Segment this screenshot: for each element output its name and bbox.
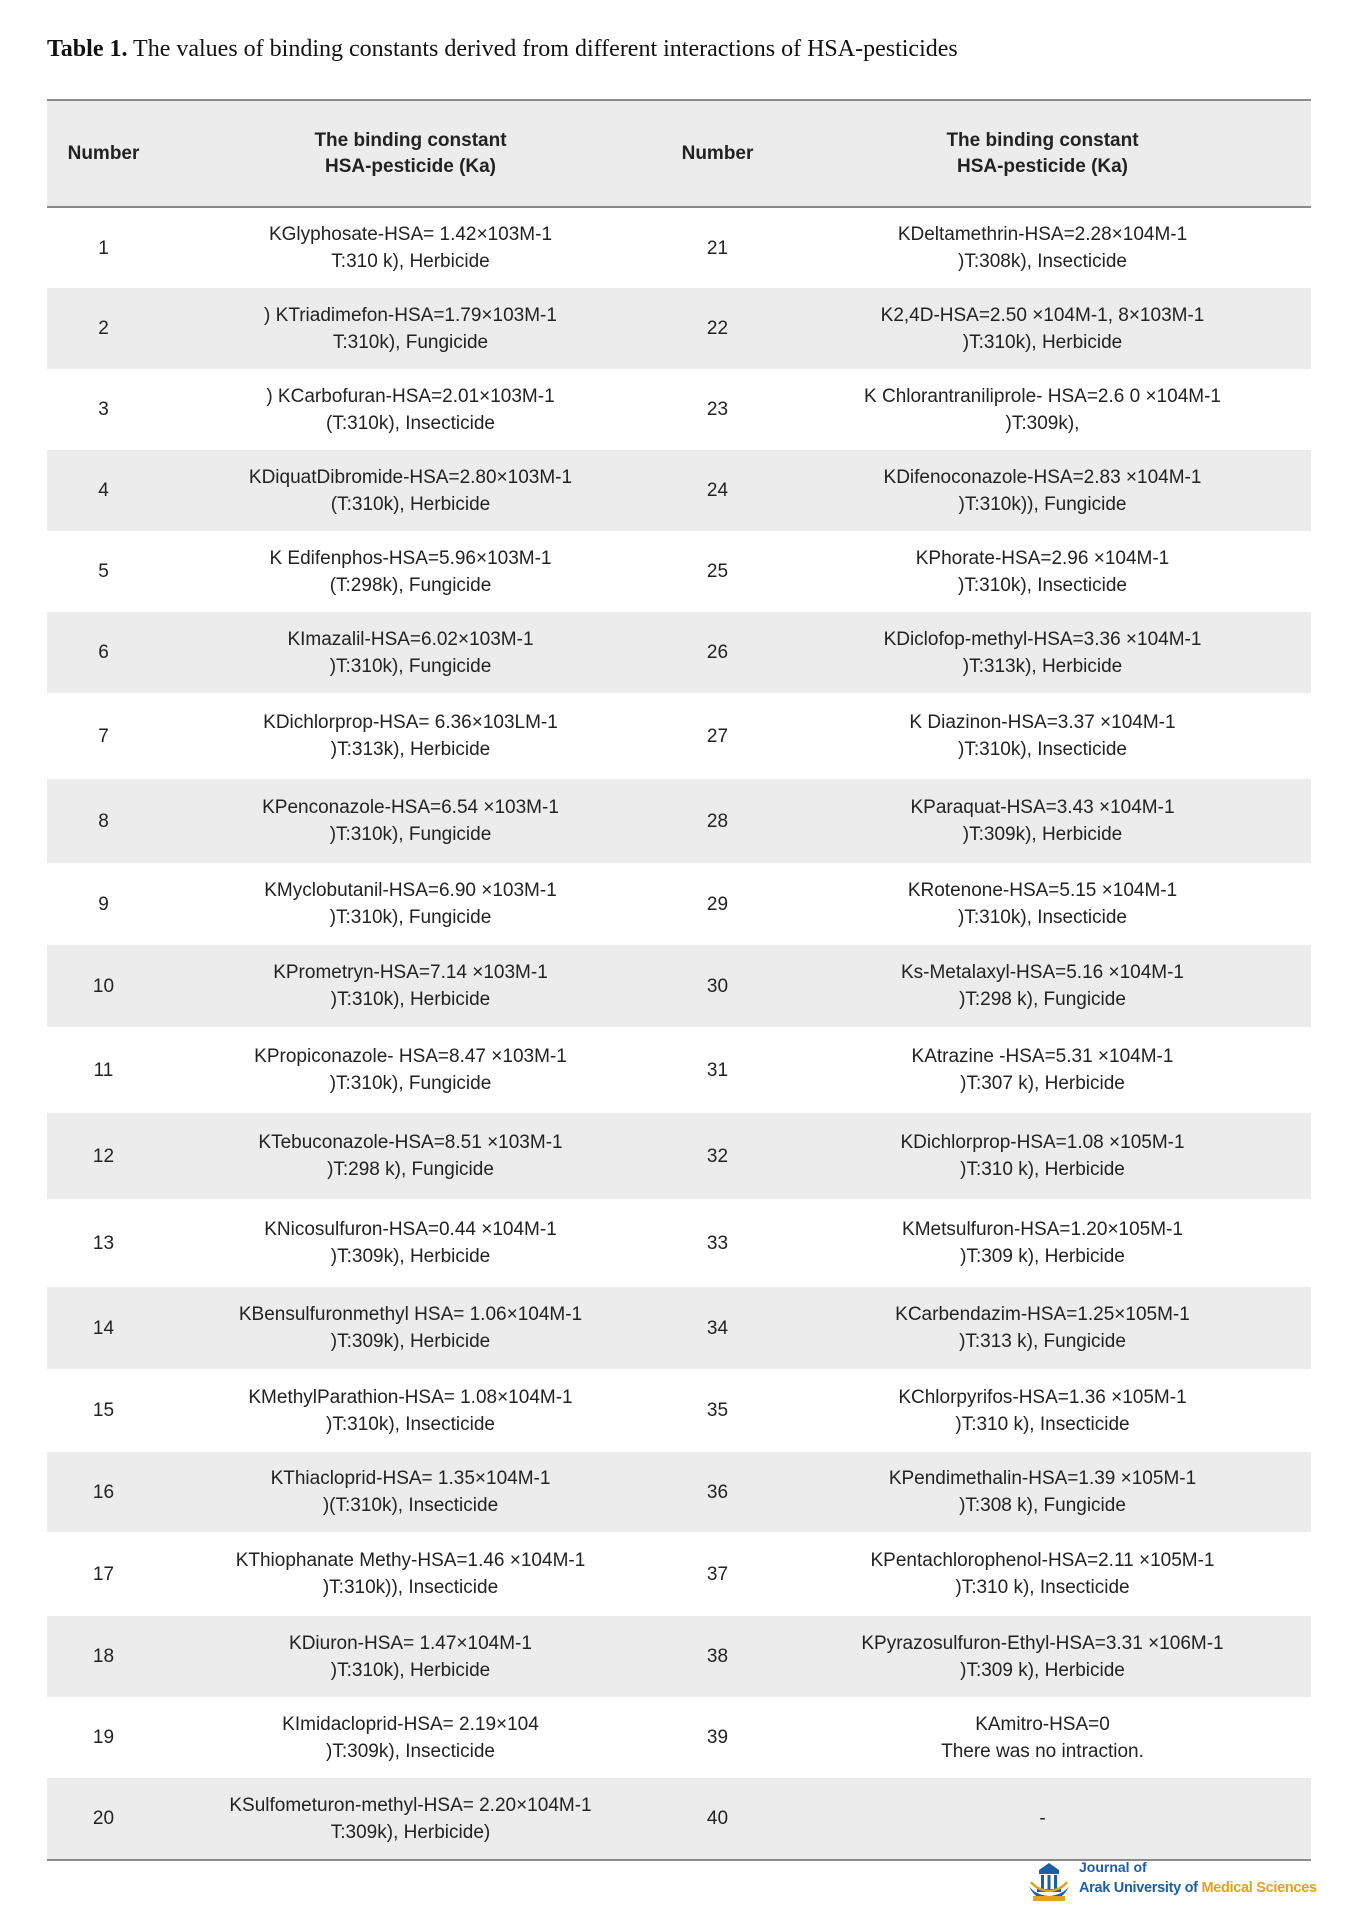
- row-number-left: 11: [93, 1059, 114, 1081]
- binding-condition-type: )T:310k), Herbicide: [330, 1659, 491, 1681]
- binding-constant-right: [774, 612, 1311, 693]
- row-number-right: 27: [706, 725, 729, 747]
- university-emblem-icon: [1025, 1860, 1073, 1904]
- table-row: [47, 1027, 1311, 1113]
- row-number-left: 15: [92, 1400, 115, 1421]
- binding-constant-value: KPentachlorophenol-HSA=2.11 ×105M-1: [870, 1550, 1215, 1571]
- binding-condition-type: )T:310 k), Herbicide: [960, 1159, 1125, 1180]
- row-number-left: 3: [98, 399, 109, 420]
- table-body: [47, 207, 1311, 1860]
- binding-condition-type: )T:309k), Insecticide: [326, 1740, 495, 1762]
- binding-constant-right: [774, 369, 1311, 450]
- binding-constant-left: [160, 1287, 661, 1369]
- binding-constant-right: [774, 693, 1311, 779]
- table-row: [47, 207, 1311, 288]
- row-number-left: 13: [92, 1232, 115, 1254]
- table-row: [47, 1113, 1311, 1199]
- binding-constant-value: Ks-Metalaxyl-HSA=5.16 ×104M-1: [900, 962, 1184, 983]
- binding-constant-right: [774, 1778, 1311, 1860]
- binding-constant-value: KMethylParathion-HSA= 1.08×104M-1: [248, 1386, 573, 1408]
- header-constant-line2: HSA-pesticide (Ka): [324, 155, 497, 177]
- binding-constant-right: [774, 1287, 1311, 1369]
- header-constant-right: [774, 100, 1311, 207]
- row-number-right: 34: [706, 1317, 729, 1339]
- binding-constant-left: [160, 1697, 661, 1778]
- binding-condition-type: )T:310 k), Insecticide: [955, 1577, 1130, 1598]
- table-row: [47, 1697, 1311, 1778]
- row-number-right: 36: [706, 1481, 729, 1503]
- table-header: [47, 100, 1311, 207]
- row-number-left: 20: [92, 1808, 115, 1829]
- logo-line-university: [1079, 1880, 1317, 1896]
- binding-constant-value: KPrometryn-HSA=7.14 ×103M-1: [273, 962, 548, 983]
- binding-constant-left: [160, 1113, 661, 1199]
- binding-constant-value: K Diazinon-HSA=3.37 ×104M-1: [909, 712, 1176, 733]
- row-number-right: 24: [706, 480, 729, 501]
- binding-constant-value: KGlyphosate-HSA= 1.42×103M-1: [268, 224, 553, 245]
- table-row: [47, 1532, 1311, 1616]
- row-number-left: 1: [98, 237, 109, 259]
- table-row: [47, 612, 1311, 693]
- binding-constant-value: KPyrazosulfuron-Ethyl-HSA=3.31 ×106M-1: [861, 1632, 1224, 1654]
- table-row: [47, 863, 1311, 945]
- binding-constant-right: [774, 1697, 1311, 1778]
- binding-constant-left: [160, 1452, 661, 1532]
- table-caption-label: Table 1.: [47, 36, 128, 62]
- binding-condition-type: )T:307 k), Herbicide: [960, 1073, 1125, 1094]
- binding-condition-type: )T:310k), Herbicide: [330, 989, 491, 1010]
- row-number-right: 22: [706, 318, 729, 339]
- binding-constant-value: KRotenone-HSA=5.15 ×104M-1: [907, 880, 1178, 901]
- row-number-right: 26: [706, 642, 729, 663]
- binding-condition-type: )T:310k), Fungicide: [329, 1073, 492, 1094]
- binding-condition-type: (T:310k), Herbicide: [330, 493, 491, 515]
- binding-condition-type: )T:309k),: [1005, 412, 1080, 434]
- header-constant-line1: The binding constant: [946, 129, 1139, 151]
- logo-university-part: Arak University of: [1079, 1880, 1202, 1896]
- binding-condition-type: )T:310k), Herbicide: [962, 331, 1123, 353]
- row-number-right: 38: [706, 1646, 729, 1667]
- row-number-left: 5: [98, 561, 109, 582]
- row-number-right: 31: [706, 1059, 729, 1081]
- binding-constant-left: [160, 1778, 661, 1860]
- binding-constant-left: [160, 693, 661, 779]
- row-number-left: 4: [98, 480, 109, 501]
- row-number-left: 14: [92, 1317, 115, 1339]
- header-constant-line2: HSA-pesticide (Ka): [956, 155, 1129, 177]
- table-row: [47, 1452, 1311, 1532]
- binding-condition-type: )T:313k), Herbicide: [330, 739, 491, 760]
- binding-condition-type: T:309k), Herbicide): [330, 1821, 491, 1843]
- binding-constant-right: [774, 945, 1311, 1027]
- binding-condition-type: )T:298 k), Fungicide: [327, 1159, 494, 1180]
- binding-condition-type: )T:310k), Insecticide: [958, 574, 1127, 596]
- row-number-right: 32: [706, 1145, 729, 1167]
- binding-constant-left: [160, 863, 661, 945]
- binding-constant-right: [774, 863, 1311, 945]
- row-number-right: 40: [706, 1808, 729, 1829]
- binding-constant-value: KSulfometuron-methyl-HSA= 2.20×104M-1: [229, 1794, 592, 1816]
- binding-constant-left: [160, 945, 661, 1027]
- binding-constant-left: [160, 207, 661, 288]
- binding-constant-left: [160, 531, 661, 612]
- binding-condition-type: )T:310k)), Insecticide: [322, 1577, 499, 1598]
- binding-condition-type: )T:309 k), Herbicide: [960, 1246, 1125, 1267]
- row-number-left: 7: [98, 725, 109, 747]
- binding-constant-value: KImidacloprid-HSA= 2.19×104: [282, 1713, 539, 1735]
- header-number-right: Number: [681, 142, 754, 164]
- binding-constant-right: [774, 779, 1311, 863]
- binding-condition-type: T:310 k), Herbicide: [331, 251, 490, 272]
- binding-condition-type: )T:308k), Insecticide: [958, 251, 1127, 272]
- table-row: [47, 693, 1311, 779]
- row-number-right: 21: [706, 237, 729, 259]
- binding-constant-value: K Edifenphos-HSA=5.96×103M-1: [269, 547, 552, 569]
- binding-constant-value: KCarbendazim-HSA=1.25×105M-1: [895, 1304, 1190, 1325]
- row-number-right: 35: [706, 1400, 729, 1421]
- binding-constant-right: [774, 531, 1311, 612]
- binding-constant-value: KImazalil-HSA=6.02×103M-1: [287, 628, 534, 650]
- binding-condition-type: )T:310k)), Fungicide: [958, 493, 1127, 515]
- table-row: [47, 450, 1311, 531]
- binding-condition-type: )T:310k), Insecticide: [958, 907, 1127, 928]
- binding-constant-value: KDiquatDibromide-HSA=2.80×103M-1: [248, 466, 573, 488]
- binding-constant-left: [160, 1199, 661, 1287]
- binding-constant-right: [774, 1452, 1311, 1532]
- table-caption-text: The values of binding constants derived from different interactions of HSA-pesticides: [127, 36, 958, 62]
- binding-constants-table: [47, 99, 1311, 1861]
- binding-condition-type: )T:309k), Herbicide: [330, 1331, 491, 1352]
- binding-condition-type: )T:310k), Fungicide: [329, 824, 492, 845]
- binding-condition-type: T:310k), Fungicide: [332, 331, 489, 353]
- binding-constant-value: KParaquat-HSA=3.43 ×104M-1: [910, 797, 1175, 818]
- row-number-right: 28: [706, 810, 729, 832]
- table-row: [47, 1616, 1311, 1697]
- binding-constant-value: KAmitro-HSA=0: [975, 1713, 1110, 1735]
- binding-constant-left: [160, 288, 661, 369]
- table-row: [47, 1369, 1311, 1452]
- binding-constant-value: KThiacloprid-HSA= 1.35×104M-1: [270, 1468, 551, 1489]
- binding-condition-type: )T:313k), Herbicide: [962, 655, 1123, 677]
- row-number-left: 2: [98, 318, 109, 339]
- row-number-left: 17: [92, 1563, 115, 1585]
- binding-constant-right: [774, 1027, 1311, 1113]
- table-row: [47, 1287, 1311, 1369]
- binding-constant-value: KDichlorprop-HSA=1.08 ×105M-1: [900, 1132, 1185, 1153]
- binding-condition-type: (T:298k), Fungicide: [329, 574, 492, 596]
- binding-constant-right: [774, 1616, 1311, 1697]
- binding-constant-value: KBensulfuronmethyl HSA= 1.06×104M-1: [238, 1304, 583, 1325]
- binding-condition-type: )T:298 k), Fungicide: [959, 989, 1126, 1010]
- table-row: [47, 288, 1311, 369]
- binding-constant-value: KDifenoconazole-HSA=2.83 ×104M-1: [883, 466, 1202, 488]
- journal-logo: [1025, 1858, 1315, 1908]
- binding-constant-value: KDichlorprop-HSA= 6.36×103LM-1: [263, 712, 558, 733]
- binding-constant-left: [160, 1027, 661, 1113]
- binding-constant-left: [160, 1532, 661, 1616]
- table-caption: [47, 36, 958, 63]
- binding-constant-left: [160, 1369, 661, 1452]
- table-row: [47, 369, 1311, 450]
- table-row: [47, 1199, 1311, 1287]
- binding-condition-type: )T:309 k), Herbicide: [960, 1659, 1125, 1681]
- row-number-left: 19: [92, 1727, 115, 1748]
- binding-constant-value: KTebuconazole-HSA=8.51 ×103M-1: [258, 1132, 563, 1153]
- binding-condition-type: )T:310k), Insecticide: [958, 739, 1127, 760]
- binding-condition-type: )T:308 k), Fungicide: [959, 1495, 1126, 1516]
- binding-constant-right: [774, 207, 1311, 288]
- row-number-right: 39: [706, 1727, 729, 1748]
- row-number-right: 33: [706, 1232, 729, 1254]
- row-number-right: 30: [706, 975, 729, 997]
- binding-constant-value: KDiclofop-methyl-HSA=3.36 ×104M-1: [883, 628, 1202, 650]
- binding-constant-value: KMetsulfuron-HSA=1.20×105M-1: [902, 1219, 1183, 1240]
- binding-constant-value: KDeltamethrin-HSA=2.28×104M-1: [897, 224, 1188, 245]
- binding-constant-left: [160, 1616, 661, 1697]
- binding-constant-right: [774, 1199, 1311, 1287]
- table-row: [47, 945, 1311, 1027]
- binding-constant-value: -: [1039, 1808, 1046, 1829]
- binding-constant-value: KNicosulfuron-HSA=0.44 ×104M-1: [264, 1219, 557, 1240]
- binding-condition-type: (T:310k), Insecticide: [326, 412, 495, 434]
- binding-condition-type: There was no intraction.: [941, 1740, 1144, 1762]
- binding-constant-value: KChlorpyrifos-HSA=1.36 ×105M-1: [898, 1386, 1187, 1408]
- row-number-right: 29: [706, 893, 729, 915]
- binding-constant-value: KThiophanate Methy-HSA=1.46 ×104M-1: [235, 1550, 586, 1571]
- row-number-left: 10: [92, 975, 115, 997]
- row-number-left: 16: [92, 1481, 115, 1503]
- binding-condition-type: )(T:310k), Insecticide: [322, 1495, 499, 1516]
- row-number-right: 37: [706, 1563, 729, 1585]
- binding-constant-value: KPendimethalin-HSA=1.39 ×105M-1: [888, 1468, 1197, 1489]
- binding-constant-value: KPropiconazole- HSA=8.47 ×103M-1: [254, 1046, 567, 1067]
- row-number-right: 23: [706, 399, 729, 420]
- binding-condition-type: )T:310k), Insecticide: [326, 1413, 495, 1435]
- binding-constant-value: KPenconazole-HSA=6.54 ×103M-1: [262, 797, 559, 818]
- header-row: [47, 100, 1311, 207]
- binding-constant-left: [160, 779, 661, 863]
- table-row: [47, 531, 1311, 612]
- header-constant-left: [160, 100, 661, 207]
- row-number-left: 18: [92, 1646, 115, 1667]
- binding-constant-right: [774, 1113, 1311, 1199]
- binding-constant-right: [774, 1532, 1311, 1616]
- binding-constant-right: [774, 1369, 1311, 1452]
- binding-constant-left: [160, 369, 661, 450]
- binding-condition-type: )T:310k), Fungicide: [329, 907, 492, 928]
- binding-constant-right: [774, 288, 1311, 369]
- table-row: [47, 1778, 1311, 1860]
- row-number-right: 25: [706, 561, 729, 582]
- binding-constant-right: [774, 450, 1311, 531]
- row-number-left: 6: [98, 642, 109, 663]
- row-number-left: 9: [98, 893, 109, 915]
- binding-condition-type: )T:310k), Fungicide: [329, 655, 492, 677]
- binding-constant-value: K2,4D-HSA=2.50 ×104M-1, 8×103M-1: [880, 304, 1205, 326]
- header-constant-line1: The binding constant: [314, 129, 507, 151]
- binding-constant-left: [160, 450, 661, 531]
- row-number-left: 12: [92, 1145, 115, 1167]
- logo-line-journal: Journal of: [1079, 1859, 1147, 1875]
- binding-constant-value: KMyclobutanil-HSA=6.90 ×103M-1: [264, 880, 557, 901]
- logo-medical-part: Medical Sciences: [1201, 1880, 1317, 1896]
- binding-constant-value: ) KCarbofuran-HSA=2.01×103M-1: [266, 385, 555, 407]
- binding-constant-value: KPhorate-HSA=2.96 ×104M-1: [915, 547, 1170, 569]
- binding-constant-value: K Chlorantraniliprole- HSA=2.6 0 ×104M-1: [864, 385, 1221, 407]
- binding-condition-type: )T:309k), Herbicide: [962, 824, 1123, 845]
- binding-constant-value: KAtrazine -HSA=5.31 ×104M-1: [911, 1046, 1174, 1067]
- binding-condition-type: )T:309k), Herbicide: [330, 1246, 491, 1267]
- binding-constant-left: [160, 612, 661, 693]
- binding-condition-type: )T:310 k), Insecticide: [955, 1413, 1130, 1435]
- table-row: [47, 779, 1311, 863]
- binding-constant-value: ) KTriadimefon-HSA=1.79×103M-1: [264, 304, 557, 326]
- binding-constant-value: KDiuron-HSA= 1.47×104M-1: [289, 1632, 532, 1654]
- binding-condition-type: )T:313 k), Fungicide: [959, 1331, 1126, 1352]
- row-number-left: 8: [98, 810, 109, 832]
- header-number-left: Number: [67, 142, 140, 164]
